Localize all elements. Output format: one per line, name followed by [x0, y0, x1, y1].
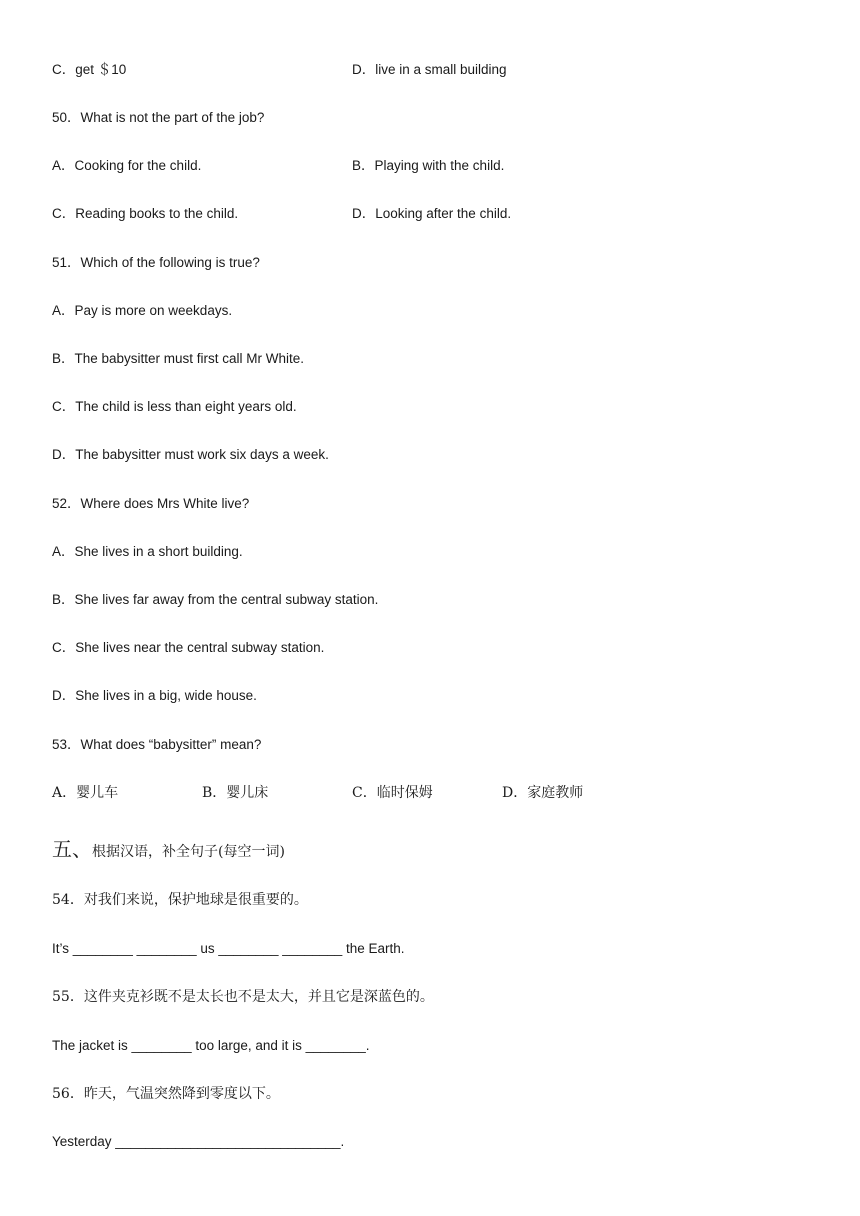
q53-option-c: C．临时保姆 [352, 785, 433, 801]
q52-option-c: C．She lives near the central subway station. [52, 640, 325, 655]
q51-option-b: B．The babysitter must first call Mr White. [52, 351, 305, 366]
q50-option-d: D．Looking after the child. [352, 206, 512, 221]
q50-option-c: C．Reading books to the child. [52, 206, 239, 221]
q53-question: 53．What does “babysitter” mean? [52, 737, 262, 752]
q53-option-d: D．家庭教师 [502, 785, 584, 801]
q56-prompt: 56．昨天，气温突然降到零度以下。 [52, 1086, 280, 1102]
q49-option-c: C．get ＄10 [52, 62, 127, 77]
q51-option-d: D．The babysitter must work six days a week. [52, 447, 329, 462]
section-heading [52, 836, 285, 865]
q53-option-a: A．婴儿车 [52, 785, 119, 801]
q52-option-b: B．She lives far away from the central subway station. [52, 592, 379, 607]
q55-sentence: The jacket is ________ too large, and it is ________. [52, 1038, 370, 1053]
q55-prompt: 55．这件夹克衫既不是太长也不是太大，并且它是深蓝色的。 [52, 989, 434, 1005]
q51-question: 51．Which of the following is true? [52, 255, 260, 270]
q50-question: 50．What is not the part of the job? [52, 110, 265, 125]
q51-option-a: A．Pay is more on weekdays. [52, 303, 233, 318]
q54-prompt: 54．对我们来说，保护地球是很重要的。 [52, 892, 308, 908]
q56-sentence: Yesterday ______________________________. [52, 1134, 345, 1149]
section-number: 五、 [52, 837, 92, 861]
section-title: 根据汉语，补全句子(每空一词) [92, 844, 285, 860]
q54-sentence: It’s ________ ________ us ________ ________ the Earth. [52, 941, 405, 956]
q52-question: 52．Where does Mrs White live? [52, 496, 250, 511]
q49-option-d: D．live in a small building [352, 62, 507, 77]
q51-option-c: C．The child is less than eight years old. [52, 399, 297, 414]
q52-option-a: A．She lives in a short building. [52, 544, 243, 559]
q53-option-b: B．婴儿床 [202, 785, 269, 801]
q52-option-d: D．She lives in a big, wide house. [52, 688, 257, 703]
q50-option-a: A．Cooking for the child. [52, 158, 202, 173]
q50-option-b: B．Playing with the child. [352, 158, 505, 173]
